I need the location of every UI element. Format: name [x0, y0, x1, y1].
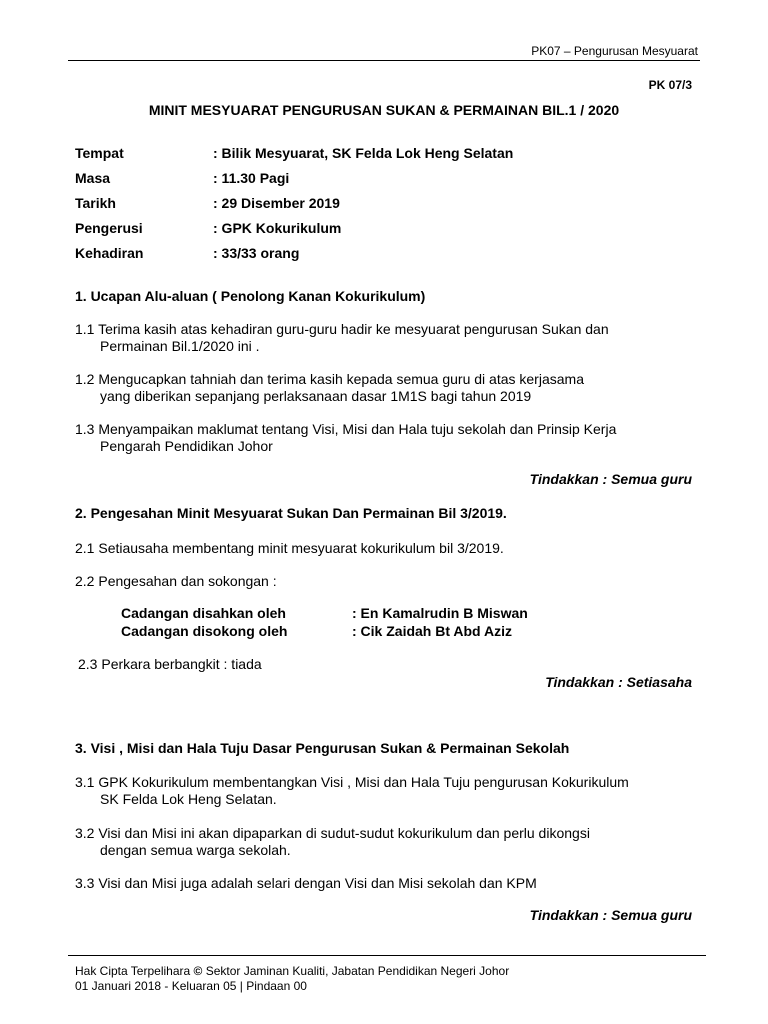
section-3-action: Tindakkan : Semua guru	[529, 907, 692, 923]
item-1-1	[75, 321, 609, 355]
item-1-3	[75, 421, 616, 455]
item-1-2-line1: 1.2 Mengucapkan tahniah dan terima kasih kepada semua guru di atas kerjasama	[75, 371, 584, 387]
section-3-heading: 3. Visi , Misi dan Hala Tuju Dasar Pengurusan Sukan & Permainan Sekolah	[75, 740, 570, 756]
item-1-1-line2: Permainan Bil.1/2020 ini .	[100, 338, 260, 354]
meta-label-chair: Pengerusi	[75, 220, 143, 236]
item-2-2: 2.2 Pengesahan dan sokongan :	[75, 573, 277, 589]
item-1-1-line1: 1.1 Terima kasih atas kehadiran guru-guru hadir ke mesyuarat pengurusan Sukan dan	[75, 321, 609, 337]
section-1-heading: 1. Ucapan Alu-aluan ( Penolong Kanan Kokurikulum)	[75, 288, 426, 304]
item-1-3-line1: 1.3 Menyampaikan maklumat tentang Visi, Misi dan Hala tuju sekolah dan Prinsip Kerja	[75, 421, 617, 437]
footer-divider	[68, 955, 706, 956]
meta-label-date: Tarikh	[75, 195, 116, 211]
section-2-heading: 2. Pengesahan Minit Mesyuarat Sukan Dan Permainan Bil 3/2019.	[75, 505, 507, 521]
proposed-by-value: : En Kamalrudin B Miswan	[352, 605, 528, 621]
copyright-prefix: Hak Cipta Terpelihara	[75, 964, 191, 978]
meta-value-chair: : GPK Kokurikulum	[213, 220, 342, 236]
seconded-by-value: : Cik Zaidah Bt Abd Aziz	[352, 623, 512, 639]
item-1-2-line2: yang diberikan sepanjang perlaksanaan dasar 1M1S bagi tahun 2019	[100, 388, 532, 404]
copyright-suffix: Sektor Jaminan Kualiti, Jabatan Pendidikan Negeri Johor	[202, 964, 510, 978]
meta-value-attendance: : 33/33 orang	[213, 245, 300, 261]
footer-copyright	[75, 964, 509, 979]
meta-label-attendance: Kehadiran	[75, 245, 144, 261]
item-3-1-line2: SK Felda Lok Heng Selatan.	[100, 791, 277, 807]
footer-version: 01 Januari 2018 - Keluaran 05 | Pindaan 00	[75, 979, 307, 993]
item-3-2	[75, 825, 590, 859]
meta-label-venue: Tempat	[75, 145, 124, 161]
item-3-1	[75, 774, 629, 808]
section-2-action: Tindakkan : Setiasaha	[545, 674, 692, 690]
form-code: PK07 – Pengurusan Mesyuarat	[531, 44, 698, 58]
seconded-by-label: Cadangan disokong oleh	[121, 623, 288, 639]
doc-number: PK 07/3	[648, 78, 692, 92]
meta-label-time: Masa	[75, 170, 111, 186]
meta-value-time: : 11.30 Pagi	[213, 170, 290, 186]
item-1-3-line2: Pengarah Pendidikan Johor	[100, 438, 273, 454]
item-3-2-line2: dengan semua warga sekolah.	[100, 842, 291, 858]
item-1-2	[75, 371, 584, 405]
proposed-by-label: Cadangan disahkan oleh	[121, 605, 286, 621]
item-3-2-line1: 3.2 Visi dan Misi ini akan dipaparkan di sudut-sudut kokurikulum dan perlu dikongsi	[75, 825, 590, 841]
page-title: MINIT MESYUARAT PENGURUSAN SUKAN & PERMAINAN BIL.1 / 2020	[148, 102, 620, 118]
section-1-action: Tindakkan : Semua guru	[529, 471, 692, 487]
item-3-1-line1: 3.1 GPK Kokurikulum membentangkan Visi , Misi dan Hala Tuju pengurusan Kokurikulum	[75, 774, 629, 790]
meta-value-date: : 29 Disember 2019	[213, 195, 340, 211]
header-divider	[68, 60, 700, 61]
item-2-3: 2.3 Perkara berbangkit : tiada	[78, 656, 262, 672]
copyright-icon: ©	[193, 964, 203, 978]
item-3-3: 3.3 Visi dan Misi juga adalah selari dengan Visi dan Misi sekolah dan KPM	[75, 875, 537, 891]
meta-value-venue: : Bilik Mesyuarat, SK Felda Lok Heng Selatan	[213, 145, 514, 161]
item-2-1: 2.1 Setiausaha membentang minit mesyuarat kokurikulum bil 3/2019.	[75, 540, 504, 556]
